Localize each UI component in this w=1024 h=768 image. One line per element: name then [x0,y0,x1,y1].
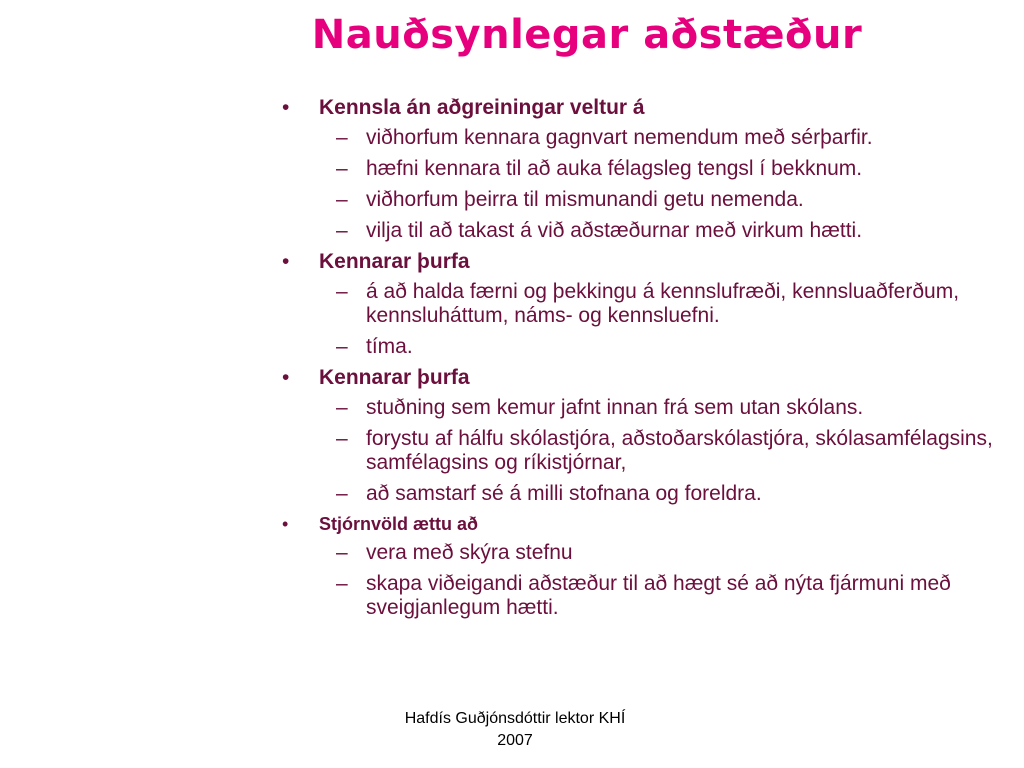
bullet-marker: • [282,96,290,119]
dash-marker: – [336,219,348,242]
dash-marker: – [336,157,348,180]
bullet-heading-text: Kennsla án aðgreiningar veltur á [319,96,645,119]
sub-item [282,126,1012,150]
sub-item [282,427,1012,475]
footer-author: Hafdís Guðjónsdóttir lektor KHÍ [404,710,626,727]
dash-marker: – [336,541,348,564]
sub-item-text: stuðning sem kemur jafnt innan frá sem utan skólans. [366,396,864,419]
sub-item-text: viðhorfum þeirra til mismunandi getu nemenda. [366,188,804,211]
sub-item-text: tíma. [366,335,413,358]
sub-item [282,188,1012,212]
dash-marker: – [336,572,348,595]
sub-item [282,280,1012,328]
sub-item-text: hæfni kennara til að auka félagsleg tengsl í bekknum. [366,157,863,180]
sub-item [282,541,1012,565]
dash-marker: – [336,280,348,303]
sub-item-text: vera með skýra stefnu [366,541,573,564]
sub-item-text: forystu af hálfu skólastjóra, aðstoðarskólastjóra, skólasamfélagsins, samfélagsins og ríkistjórnar, [366,427,993,474]
bullet-heading-text: Stjórnvöld ættu að [319,514,478,534]
sub-item-text: að samstarf sé á milli stofnana og foreldra. [366,482,762,505]
sub-item [282,572,1012,620]
slide-footer [360,708,670,752]
bullet-heading-4 [282,513,1012,535]
dash-marker: – [336,396,348,419]
dash-marker: – [336,126,348,149]
dash-marker: – [336,188,348,211]
bullet-heading-text: Kennarar þurfa [319,366,470,389]
dash-marker: – [336,482,348,505]
dash-marker: – [336,335,348,358]
sub-item [282,396,1012,420]
sub-item [282,157,1012,181]
bullet-heading-3 [282,366,1012,390]
sub-item-text: á að halda færni og þekkingu á kennslufræði, kennsluaðferðum, kennsluháttum, náms- og kennsluefni. [366,280,960,327]
sub-item [282,219,1012,243]
dash-marker: – [336,427,348,450]
bullet-heading-text: Kennarar þurfa [319,250,470,273]
bullet-marker: • [282,514,289,534]
sub-item-text: skapa viðeigandi aðstæður til að hægt sé að nýta fjármuni með sveigjanlegum hætti. [366,572,951,619]
bullet-heading-2 [282,250,1012,274]
slide-title: Nauðsynlegar aðstæður [311,12,863,58]
sub-item [282,482,1012,506]
footer-year: 2007 [497,732,533,749]
bullet-marker: • [282,366,290,389]
bullet-heading-1 [282,96,1012,120]
sub-item-text: vilja til að takast á við aðstæðurnar með virkum hætti. [366,219,863,242]
slide-content [282,96,1012,627]
sub-item [282,335,1012,359]
sub-item-text: viðhorfum kennara gagnvart nemendum með sérþarfir. [366,126,873,149]
bullet-marker: • [282,250,290,273]
